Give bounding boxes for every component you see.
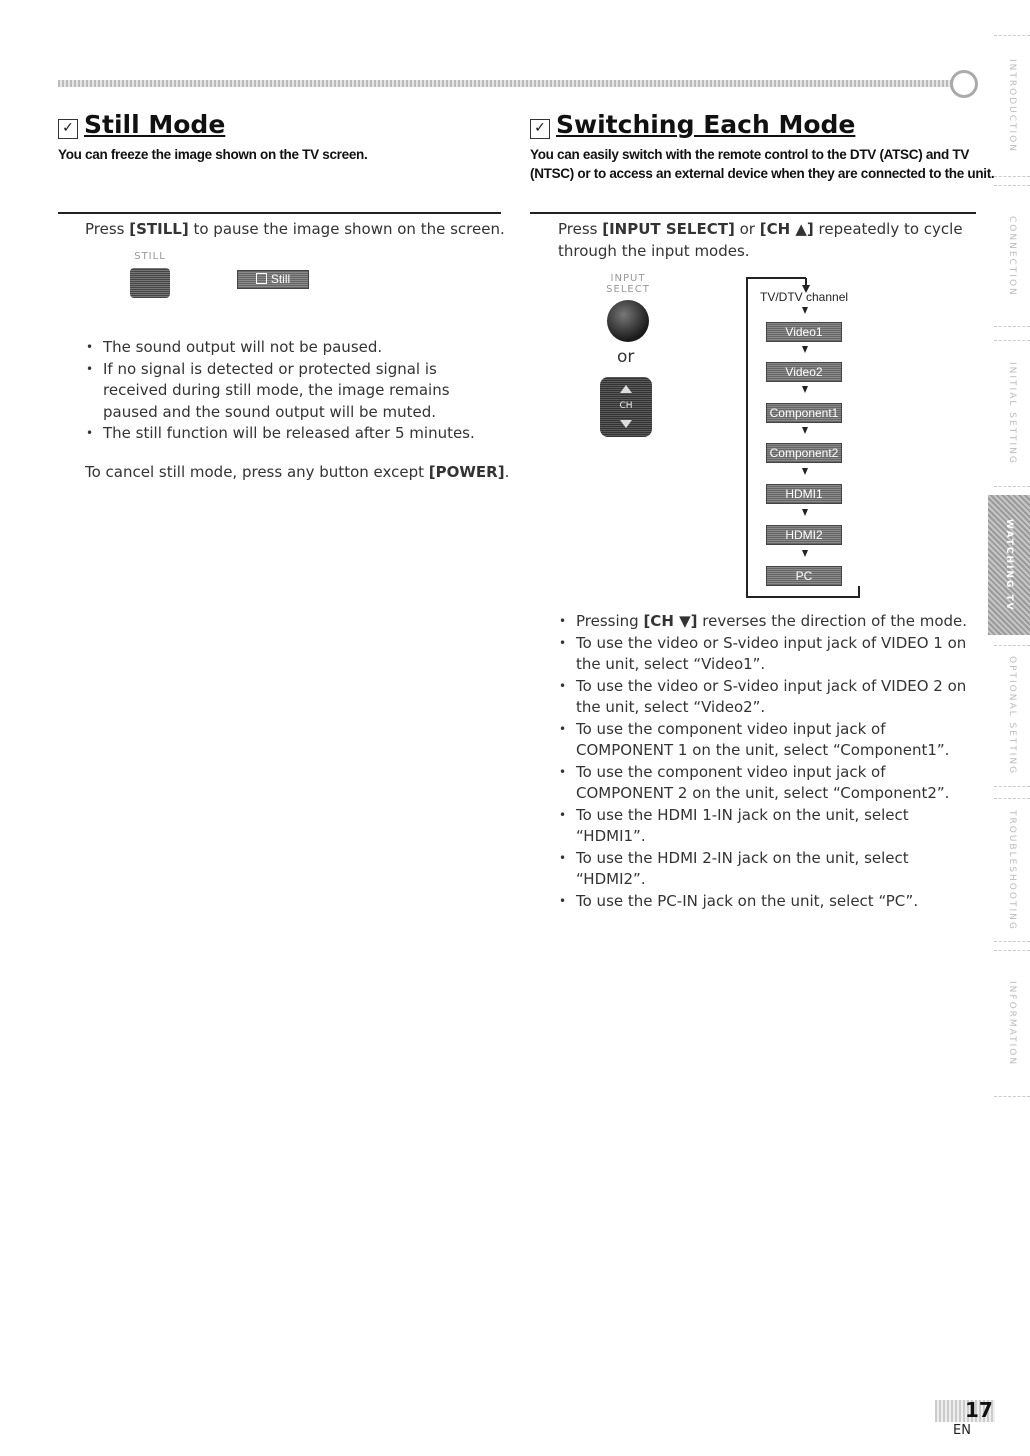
arrow-down-icon	[802, 386, 808, 393]
list-item	[558, 611, 968, 633]
cycle-item-hdmi2: HDMI2	[766, 525, 842, 545]
ch-up-arrow-icon	[620, 385, 632, 393]
switching-mode-heading	[530, 110, 855, 140]
arrow-down-icon	[802, 509, 808, 516]
input-select-key: [INPUT SELECT]	[602, 220, 735, 238]
still-bullets	[85, 337, 505, 445]
side-tab-optional-setting[interactable]: OPTIONAL SETTING	[994, 645, 1030, 787]
pause-icon	[256, 273, 267, 284]
side-tab-connection[interactable]: CONNECTION	[994, 185, 1030, 327]
switching-mode-title: Switching Each Mode	[556, 110, 856, 139]
bullet-suffix: reverses the direction of the mode.	[697, 612, 968, 630]
list-item: • To use the component video input jack of COMPONENT 2 on the unit, select “Component2”.	[558, 762, 968, 805]
instr-mid: or	[734, 220, 760, 238]
switching-bullets	[558, 611, 968, 912]
cycle-item-video1: Video1	[766, 322, 842, 342]
side-tab-information[interactable]: INFORMATION	[994, 950, 1030, 1097]
still-key: [STILL]	[129, 220, 189, 238]
cycle-start-label: TV/DTV channel	[760, 290, 849, 304]
still-instruction	[85, 219, 505, 241]
input-cycle-diagram	[746, 276, 860, 598]
still-mode-heading	[58, 110, 225, 140]
cycle-item-component1: Component1	[766, 403, 842, 423]
list-item: • The sound output will not be paused.	[85, 337, 505, 359]
input-select-label-1: INPUT	[610, 273, 646, 284]
still-button-label: STILL	[134, 251, 166, 262]
list-item: • To use the HDMI 1-IN jack on the unit, select “HDMI1”.	[558, 805, 968, 848]
input-select-label-2: SELECT	[606, 284, 650, 295]
power-key: [POWER]	[428, 463, 505, 481]
list-item: • To use the component video input jack of COMPONENT 1 on the unit, select “Component1”.	[558, 719, 968, 762]
header-rule	[58, 80, 963, 87]
still-instruction-suffix: to pause the image shown on the screen.	[188, 220, 505, 238]
checkbox-icon: ✓	[58, 119, 78, 139]
checkbox-icon: ✓	[530, 119, 550, 139]
arrow-down-icon	[802, 346, 808, 353]
side-tab-initial-setting[interactable]: INITIAL SETTING	[994, 340, 1030, 487]
still-osd-indicator	[237, 270, 309, 289]
still-mode-subtitle: You can freeze the image shown on the TV screen.	[58, 147, 368, 162]
side-tab-troubleshooting[interactable]: TROUBLESHOOTING	[994, 798, 1030, 942]
list-item: • The still function will be released after 5 minutes.	[85, 423, 505, 445]
cycle-item-video2: Video2	[766, 362, 842, 382]
page-number: 17	[965, 1398, 993, 1422]
instr-suffix: repeatedly to cycle	[813, 220, 963, 238]
input-select-button-icon	[607, 300, 649, 342]
cycle-item-component2: Component2	[766, 443, 842, 463]
switching-instruction	[558, 219, 968, 262]
ch-down-key: [CH ▼]	[643, 612, 698, 630]
instr-line2: through the input modes.	[558, 241, 750, 260]
bullet-prefix: Pressing	[576, 612, 644, 630]
side-tab-introduction[interactable]: INTRODUCTION	[994, 35, 1030, 177]
switching-rule	[530, 212, 976, 214]
list-item: • To use the HDMI 2-IN jack on the unit, select “HDMI2”.	[558, 848, 968, 891]
still-mode-title: Still Mode	[84, 110, 226, 139]
still-instruction-prefix: Press	[85, 220, 130, 238]
side-tab-watching-tv[interactable]: WATCHING TV	[988, 495, 1030, 635]
list-item: • To use the PC-IN jack on the unit, select “PC”.	[558, 891, 968, 913]
still-osd-label: Still	[270, 272, 291, 286]
ch-rocker-button-icon	[600, 377, 652, 437]
cycle-item-pc: PC	[766, 566, 842, 586]
input-select-label	[600, 273, 656, 295]
switching-subtitle-line1: You can easily switch with the remote control to the DTV (ATSC) and TV	[530, 147, 970, 162]
header-circle-ornament	[950, 70, 978, 98]
ch-down-arrow-icon	[620, 420, 632, 428]
language-code: EN	[953, 1423, 971, 1438]
arrow-down-icon	[802, 427, 808, 434]
instr-prefix: Press	[558, 220, 603, 238]
cancel-prefix: To cancel still mode, press any button except	[85, 463, 429, 481]
cycle-item-hdmi1: HDMI1	[766, 484, 842, 504]
arrow-down-icon	[802, 468, 808, 475]
or-text: or	[617, 347, 635, 367]
cancel-suffix: .	[504, 463, 510, 481]
arrow-down-icon	[802, 550, 808, 557]
arrow-down-icon	[802, 307, 808, 314]
still-rule	[58, 212, 501, 214]
switching-subtitle-line2: (NTSC) or to access an external device when they are connected to the unit.	[530, 166, 995, 181]
still-button-icon	[130, 268, 170, 298]
ch-label: CH	[619, 401, 633, 411]
ch-up-key: [CH ▲]	[759, 220, 814, 238]
still-cancel-note	[85, 462, 510, 484]
list-item: • To use the video or S-video input jack of VIDEO 1 on the unit, select “Video1”.	[558, 633, 968, 676]
list-item: • If no signal is detected or protected signal is received during still mode, the image remains paused and the sound output will be muted.	[85, 359, 505, 424]
list-item: • To use the video or S-video input jack of VIDEO 2 on the unit, select “Video2”.	[558, 676, 968, 719]
